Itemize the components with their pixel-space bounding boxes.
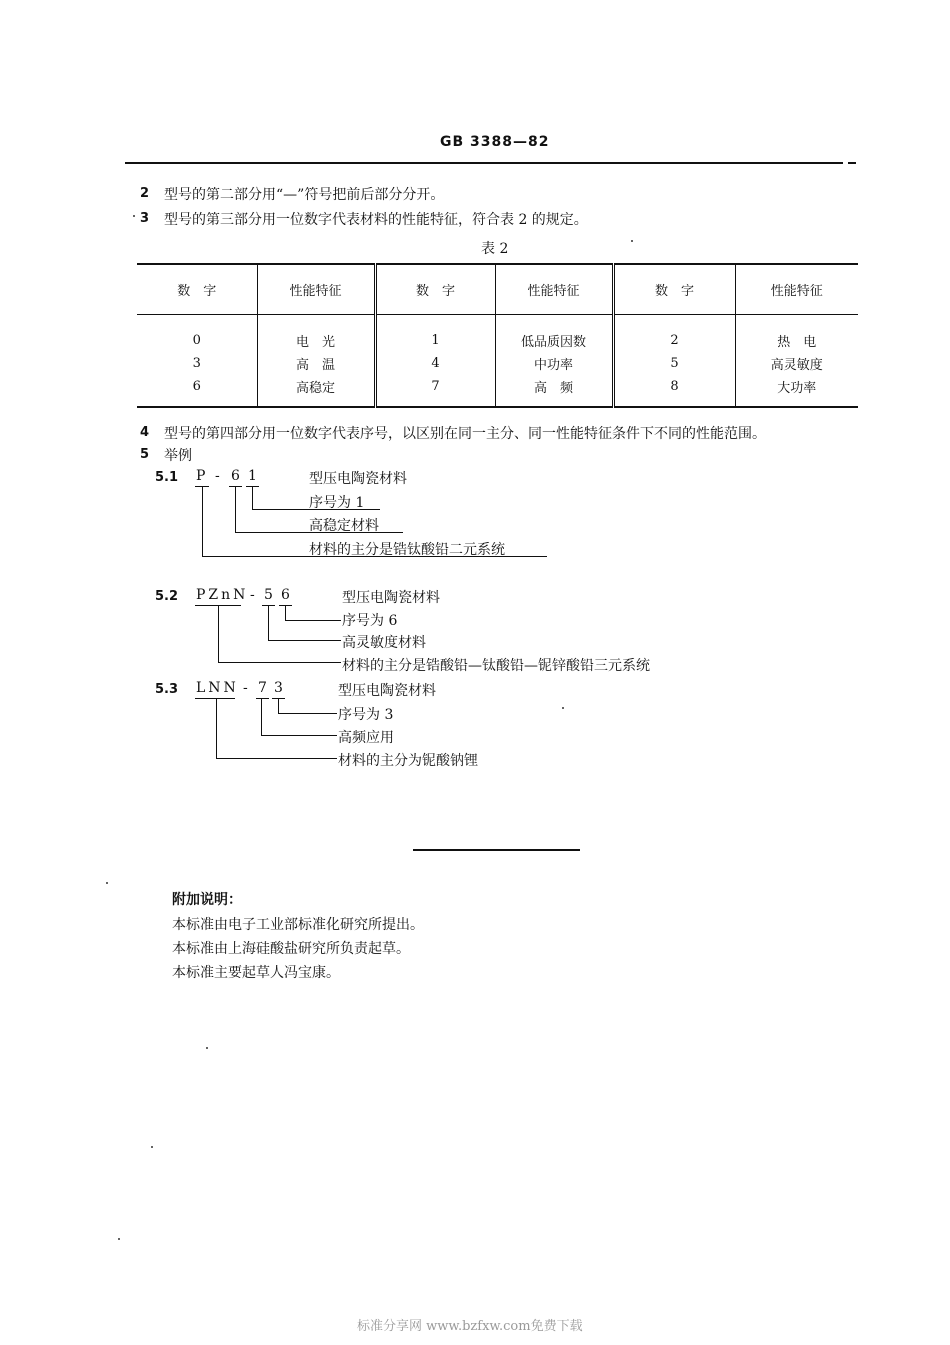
- clause-5-text: 举例: [164, 448, 192, 464]
- example-number: 5.1: [155, 470, 179, 485]
- table-cell: 5: [613, 352, 735, 375]
- model-part-3: 5: [264, 587, 273, 603]
- standard-code: GB 3388—82: [440, 134, 550, 150]
- example-label: 序号为 6: [342, 613, 398, 629]
- example-label: 序号为 3: [338, 707, 394, 723]
- example-label: 高灵敏度材料: [342, 635, 426, 651]
- table-cell: 3: [192, 356, 201, 371]
- model-part-3: 6: [231, 468, 240, 484]
- clause-5-number: 5: [140, 447, 150, 462]
- table-cell: 低品质因数: [495, 315, 613, 353]
- model-dash: -: [250, 587, 255, 603]
- model-part-4: 1: [248, 468, 257, 484]
- header-rule-tail: [848, 162, 856, 164]
- clause-3-number: 3: [140, 211, 150, 226]
- performance-table: [137, 263, 858, 408]
- table-header-cell: 数 字: [137, 264, 257, 315]
- end-rule: [413, 849, 580, 851]
- notes-line: 本标准由上海硅酸盐研究所负责起草。: [172, 941, 410, 957]
- example-label: 材料的主分是锆酸铅—钛酸铅—铌锌酸铅三元系统: [342, 658, 650, 674]
- example-number: 5.2: [155, 589, 179, 604]
- table-cell: 大功率: [735, 375, 858, 407]
- example-label: 序号为 1: [309, 495, 365, 511]
- example-label: 高频应用: [338, 730, 394, 746]
- watermark: 标准分享网 www.bzfxw.com免费下载: [357, 1319, 583, 1334]
- model-part-4: 6: [281, 587, 290, 603]
- table-caption: 表 2: [481, 241, 509, 257]
- table-cell: 高 频: [495, 375, 613, 407]
- example-number: 5.3: [155, 682, 179, 697]
- table-cell: 4: [375, 352, 495, 375]
- table-cell: 0: [192, 333, 201, 348]
- example-title: 型压电陶瓷材料: [309, 471, 407, 487]
- table-cell: 7: [375, 375, 495, 407]
- notes-line: 本标准由电子工业部标准化研究所提出。: [172, 917, 424, 933]
- example-title: 型压电陶瓷材料: [338, 683, 436, 699]
- clause-2-text: 型号的第二部分用“—”符号把前后部分分开。: [164, 187, 445, 203]
- example-label: 材料的主分为铌酸钠锂: [338, 753, 478, 769]
- model-part-1: LNN: [196, 680, 239, 696]
- model-part-1: PZnN: [196, 587, 249, 603]
- clause-3-text: 型号的第三部分用一位数字代表材料的性能特征，符合表 2 的规定。: [164, 212, 588, 228]
- table-header-cell: 数 字: [375, 264, 495, 315]
- table-header-row: [137, 264, 858, 315]
- table-header-cell: 数 字: [613, 264, 735, 315]
- model-part-4: 3: [274, 680, 283, 696]
- model-dash: -: [215, 468, 220, 484]
- table-header-cell: 性能特征: [735, 264, 858, 315]
- example-label: 材料的主分是锆钛酸铅二元系统: [309, 542, 505, 558]
- model-dash: -: [243, 680, 248, 696]
- table-cell: 2: [613, 315, 735, 353]
- table-cell: 6: [137, 375, 257, 407]
- table-row: [137, 352, 858, 375]
- clause-4-number: 4: [140, 425, 150, 440]
- table-header-cell: 性能特征: [257, 264, 375, 315]
- model-part-1: P: [196, 468, 206, 484]
- example-title: 型压电陶瓷材料: [342, 590, 440, 606]
- table-row: [137, 315, 858, 353]
- clause-4-text: 型号的第四部分用一位数字代表序号，以区别在同一主分、同一性能特征条件下不同的性能范围。: [164, 426, 766, 442]
- clause-2-number: 2: [140, 186, 150, 201]
- table-cell: 高稳定: [257, 375, 375, 407]
- table-row: [137, 375, 858, 407]
- table-cell: 高灵敏度: [735, 352, 858, 375]
- header-rule: [125, 162, 843, 164]
- model-part-3: 7: [258, 680, 267, 696]
- example-label: 高稳定材料: [309, 518, 379, 534]
- table-cell: 8: [613, 375, 735, 407]
- table-cell: 电 光: [257, 315, 375, 353]
- table-cell: 热 电: [735, 315, 858, 353]
- table-cell: 1: [375, 315, 495, 353]
- notes-title: 附加说明：: [172, 892, 242, 908]
- table-cell: 中功率: [495, 352, 613, 375]
- table-cell: 高 温: [257, 352, 375, 375]
- table-header-cell: 性能特征: [495, 264, 613, 315]
- notes-line: 本标准主要起草人冯宝康。: [172, 965, 340, 981]
